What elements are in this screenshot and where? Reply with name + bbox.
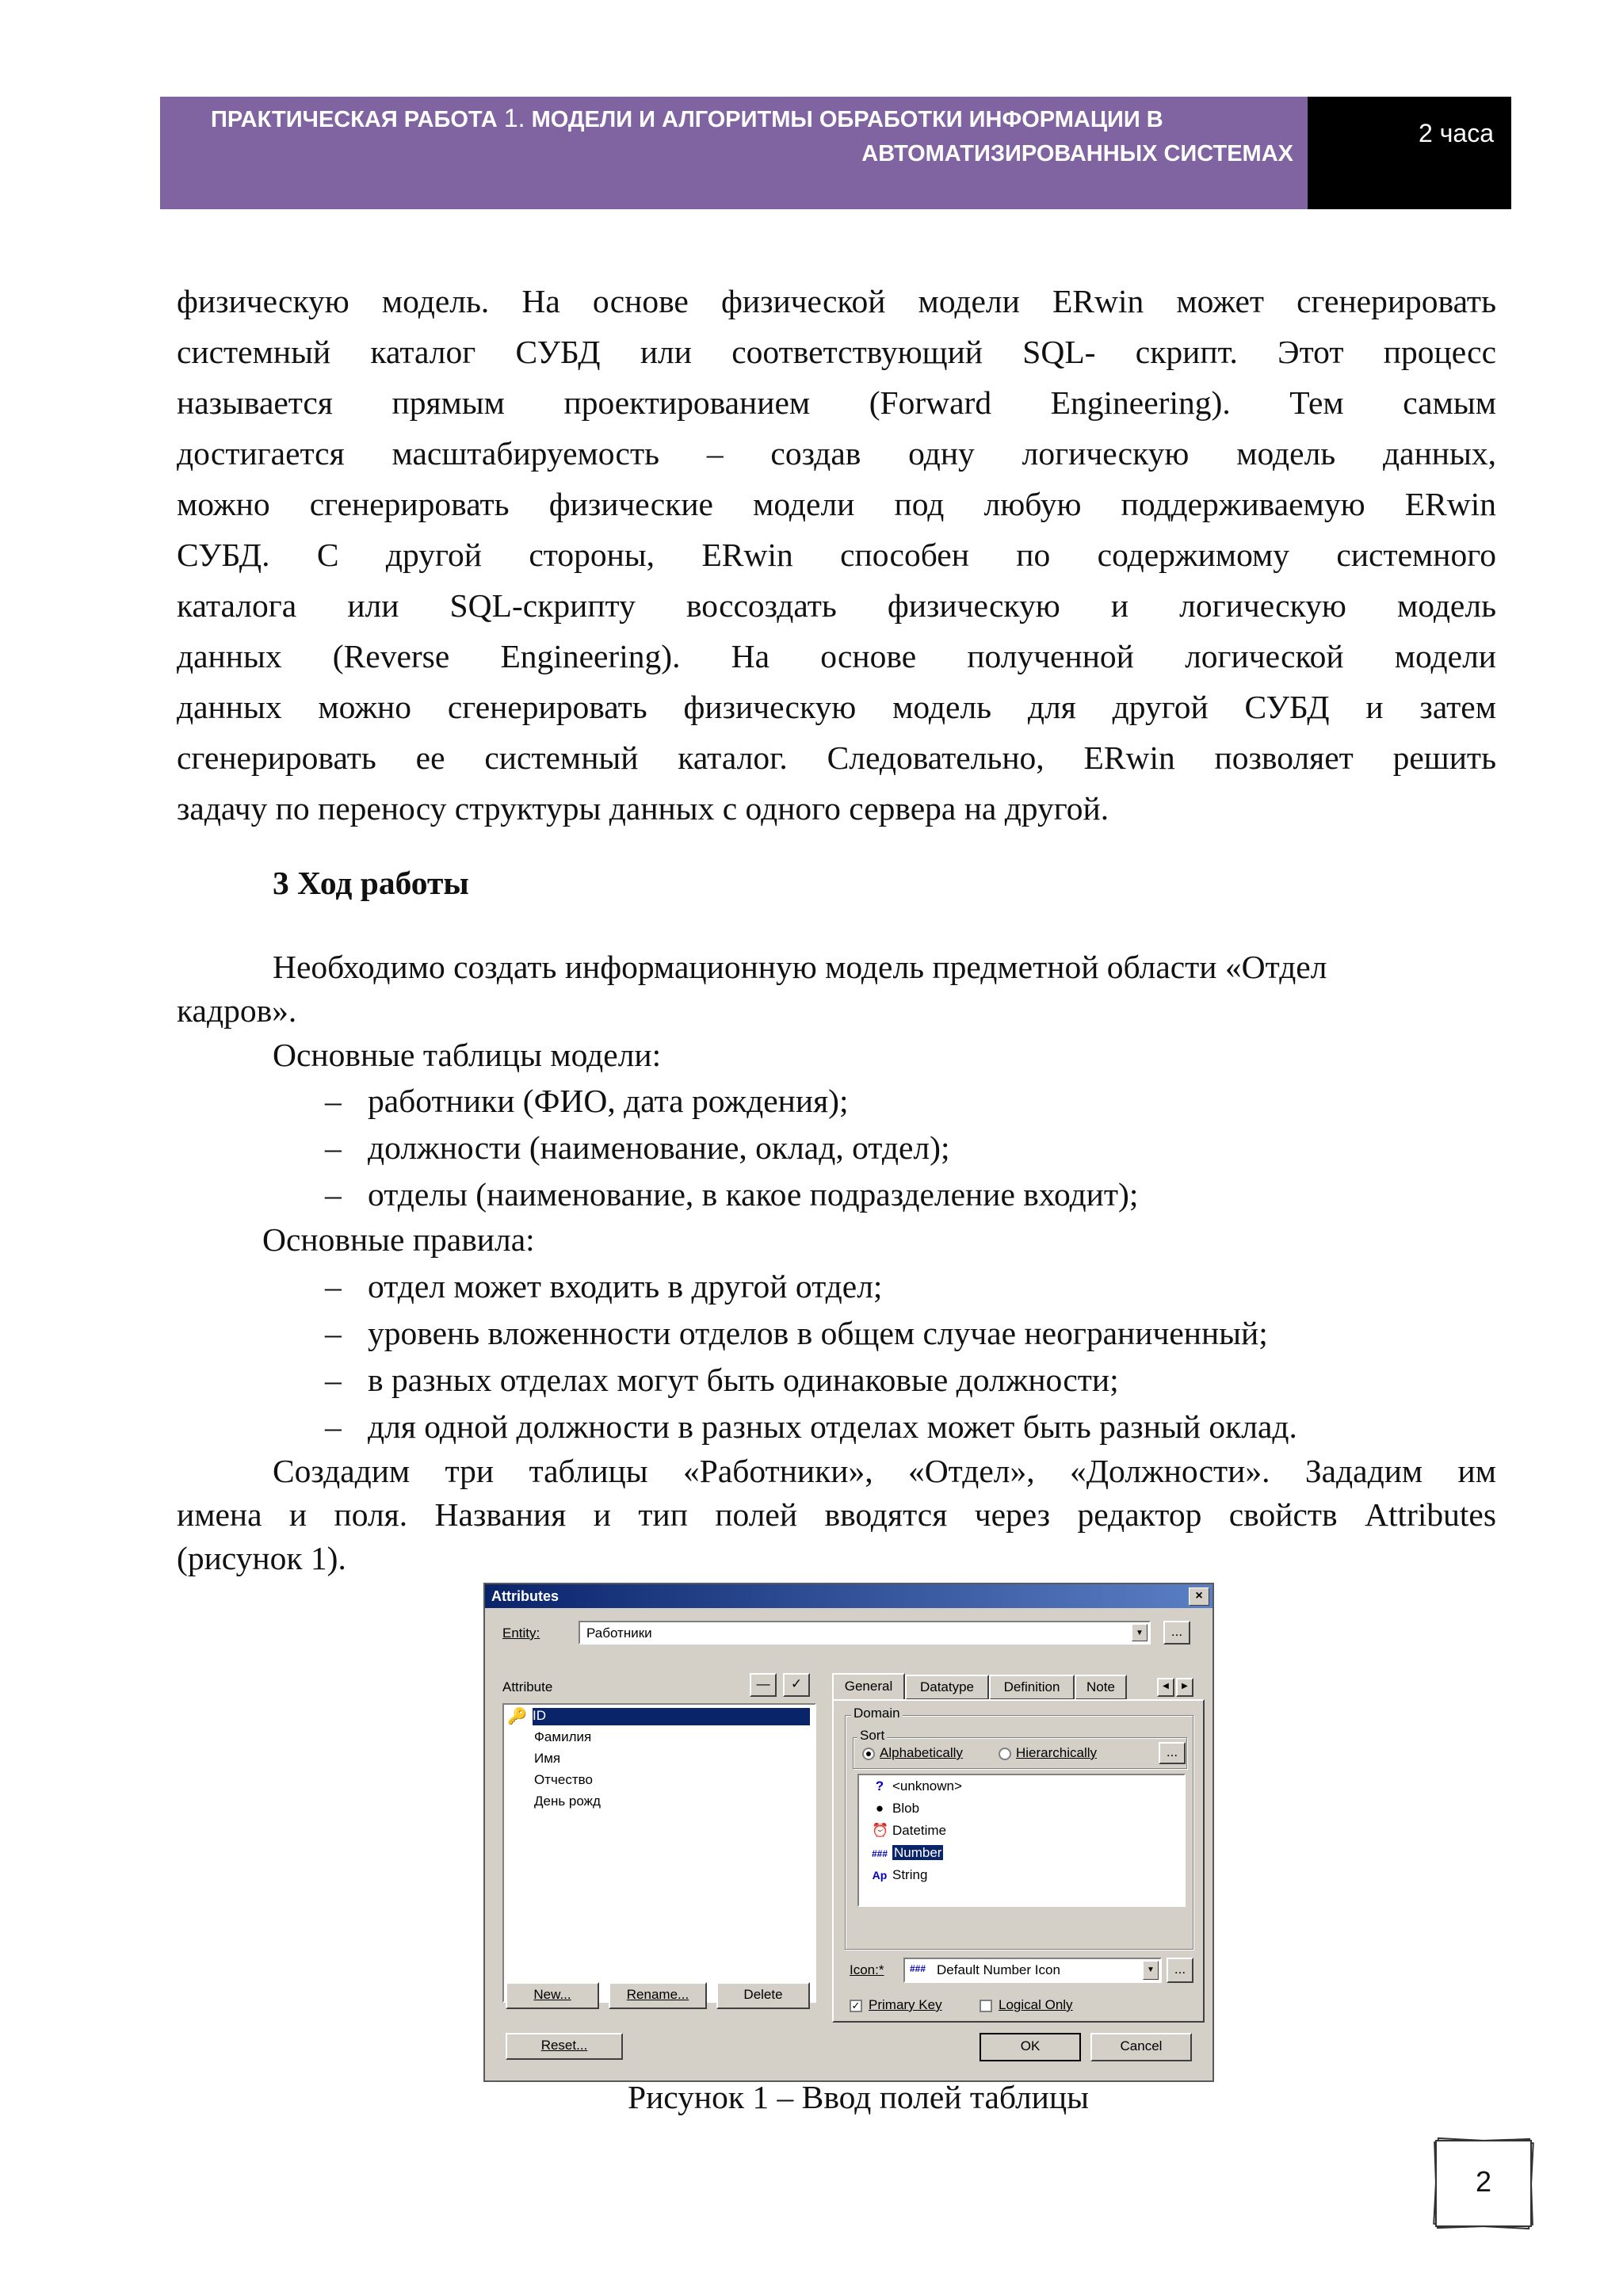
cancel-button[interactable]: Cancel [1090, 2033, 1192, 2061]
tables-intro: Основные таблицы модели: [273, 1037, 662, 1073]
entity-browse-button[interactable]: ... [1163, 1621, 1190, 1645]
header-title-prefix: ПРАКТИЧЕСКАЯ РАБОТА [211, 107, 498, 132]
entity-value: Работники [586, 1626, 652, 1641]
string-domain-icon: Ap [872, 1869, 888, 1881]
header-hours: 2 часа [1419, 119, 1494, 147]
intro-line: системный каталог СУБД или соответствующий SQL- скрипт. Этот процесс [177, 334, 1496, 370]
intro-line: данных можно сгенерировать физическую модель для другой СУБД и затем [177, 689, 1496, 725]
section-heading: 3 Ход работы [273, 865, 469, 901]
intro-line: каталога или SQL-скрипту воссоздать физическую и логическую модель [177, 587, 1496, 624]
list-item[interactable]: Фамилия [534, 1729, 592, 1744]
icon-browse-button[interactable]: ... [1167, 1958, 1193, 1983]
blob-domain-icon: ● [875, 1801, 884, 1816]
number-domain-icon: ### [872, 1848, 888, 1859]
rule-bullet: – отдел может входить в другой отдел; [325, 1268, 883, 1305]
primary-key-checkbox[interactable]: ✓ Primary Key [850, 1997, 942, 2013]
list-item[interactable]: Отчество [534, 1772, 593, 1787]
sort-hierarchically-radio[interactable]: Hierarchically [999, 1745, 1097, 1761]
sort-label: Sort [857, 1728, 887, 1744]
list-item[interactable]: Имя [534, 1751, 561, 1766]
new-button[interactable]: New... [506, 1982, 599, 2009]
chevron-down-icon[interactable]: ▼ [1143, 1961, 1159, 1980]
header-hours-box [1308, 97, 1511, 209]
entity-select[interactable] [579, 1621, 1151, 1645]
intro-line: достигается масштабируемость – создав одну логическую модель данных, [177, 435, 1496, 472]
number-icon: ### [910, 1963, 926, 1974]
dialog-titlebar [485, 1584, 1212, 1608]
page-number: 2 [1475, 2165, 1492, 2198]
attribute-tool-button[interactable]: — [750, 1673, 777, 1697]
tab-scroll-left-icon[interactable]: ◀ [1157, 1678, 1174, 1697]
tab-strip [832, 1673, 1205, 1700]
header-title-line2: АВТОМАТИЗИРОВАННЫХ СИСТЕМАХ [861, 141, 1293, 166]
list-item[interactable]: ● Blob [872, 1801, 919, 1817]
intro-line: СУБД. С другой стороны, ERwin способен по содержимому системного [177, 537, 1496, 573]
delete-button[interactable]: Delete [716, 1982, 810, 2009]
list-item[interactable]: Ap String [872, 1867, 928, 1882]
logical-only-checkbox[interactable]: Logical Only [980, 1997, 1073, 2013]
domain-list[interactable] [857, 1774, 1186, 1907]
table-bullet: – должности (наименование, оклад, отдел); [325, 1129, 950, 1166]
create-line: (рисунок 1). [177, 1540, 346, 1576]
tab-general[interactable]: General [832, 1673, 905, 1700]
rename-button[interactable]: Rename... [609, 1982, 707, 2009]
list-item[interactable]: ? <unknown> [872, 1778, 962, 1794]
attribute-edit-button[interactable]: ✓ [783, 1673, 810, 1697]
ok-button[interactable]: OK [980, 2033, 1081, 2061]
task-line: кадров». [177, 992, 297, 1029]
attribute-list[interactable] [502, 1703, 816, 2003]
intro-line: можно сгенерировать физические модели под любую поддерживаемую ERwin [177, 486, 1496, 522]
reset-button[interactable]: Reset... [506, 2033, 623, 2060]
close-icon[interactable]: × [1189, 1587, 1209, 1606]
list-item[interactable]: День рожд [534, 1794, 601, 1809]
rule-bullet: – уровень вложенности отделов в общем случае неограниченный; [325, 1315, 1268, 1351]
create-line: имена и поля. Названия и тип полей вводятся через редактор свойств Attributes [177, 1496, 1496, 1533]
intro-paragraph [177, 276, 1496, 834]
table-bullet: – работники (ФИО, дата рождения); [325, 1083, 849, 1119]
icon-value: Default Number Icon [937, 1962, 1060, 1977]
rule-bullet: – в разных отделах могут быть одинаковые должности; [325, 1362, 1119, 1398]
create-line: Создадим три таблицы «Работники», «Отдел», «Должности». Зададим им [273, 1453, 1496, 1489]
intro-line: физическую модель. На основе физической модели ERwin может сгенерировать [177, 283, 1496, 319]
table-bullet: – отделы (наименование, в какое подразделение входит); [325, 1176, 1139, 1213]
key-icon: 🔑 [507, 1708, 527, 1725]
tab-scroll-right-icon[interactable]: ▶ [1176, 1678, 1193, 1697]
header-title-line1 [211, 104, 1163, 133]
chevron-down-icon[interactable]: ▼ [1132, 1624, 1148, 1641]
entity-label: Entity: [502, 1626, 540, 1641]
header-work-number: 1. [503, 104, 525, 132]
intro-line: задачу по переносу структуры данных с одного сервера на другой. [177, 790, 1109, 827]
intro-line: данных (Reverse Engineering). На основе полученной логической модели [177, 638, 1496, 674]
tab-note[interactable]: Note [1075, 1675, 1127, 1700]
intro-line: сгенерировать ее системный каталог. Следовательно, ERwin позволяет решить [177, 739, 1496, 776]
rules-intro: Основные правила: [262, 1221, 535, 1258]
figure-caption: Рисунок 1 – Ввод полей таблицы [628, 2079, 1089, 2115]
icon-label: Icon:* [850, 1962, 884, 1977]
general-tab-panel [832, 1699, 1205, 2023]
clock-icon: ⏰ [872, 1823, 889, 1838]
rule-bullet: – для одной должности в разных отделах может быть разный оклад. [325, 1408, 1297, 1445]
domain-label: Domain [851, 1706, 903, 1721]
icon-select[interactable] [903, 1958, 1162, 1983]
unknown-domain-icon: ? [875, 1778, 884, 1794]
tab-datatype[interactable]: Datatype [905, 1675, 989, 1700]
header-title-rest: МОДЕЛИ И АЛГОРИТМЫ ОБРАБОТКИ ИНФОРМАЦИИ В [531, 107, 1163, 132]
page-header [160, 97, 1511, 209]
sort-alphabetically-radio[interactable]: Alphabetically [862, 1745, 963, 1761]
list-item[interactable]: ⏰ Datetime [872, 1823, 947, 1838]
intro-line: называется прямым проектированием (Forward Engineering). Тем самым [177, 384, 1496, 421]
header-title-band [160, 97, 1308, 209]
page-number-box [1435, 2140, 1532, 2227]
attribute-label: Attribute [502, 1679, 553, 1694]
list-item[interactable]: ### Number [872, 1845, 942, 1860]
attributes-dialog [483, 1583, 1214, 2082]
sort-options-button[interactable]: ... [1159, 1742, 1186, 1764]
tab-definition[interactable]: Definition [989, 1675, 1075, 1700]
task-line: Необходимо создать информационную модель предметной области «Отдел [273, 949, 1327, 985]
dialog-title: Attributes [491, 1588, 559, 1604]
list-item[interactable]: ID [533, 1708, 810, 1725]
